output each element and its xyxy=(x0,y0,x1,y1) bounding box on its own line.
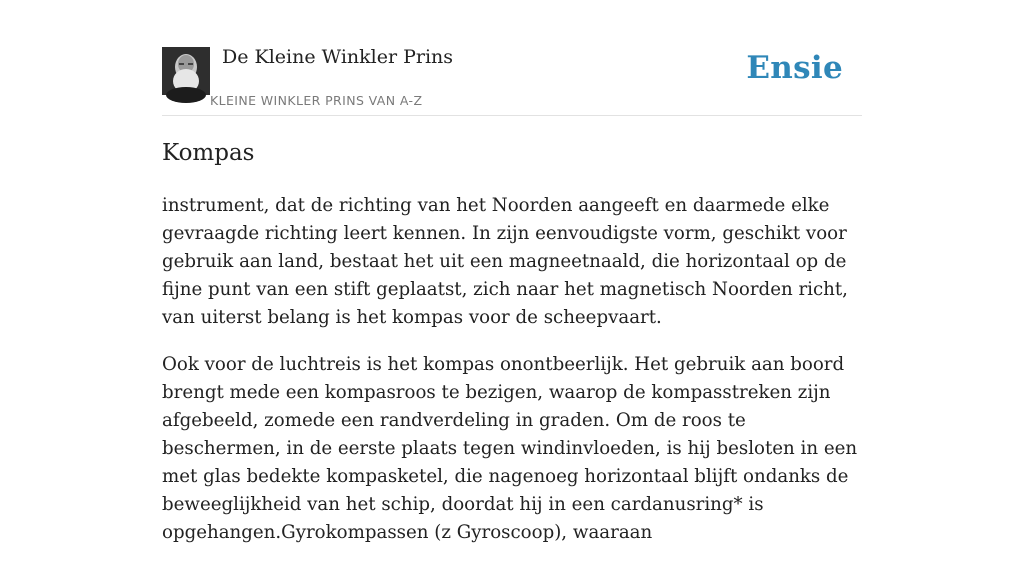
article-title: Kompas xyxy=(162,140,255,166)
article-paragraph: Ook voor de luchtreis is het kompas onontbeerlijk. Het gebruik aan boord brengt mede een kompasroos te bezigen, waarop de kompasstreken zijn afgebeeld, zomede een randverdeling in graden. Om de roos te beschermen, in de eerste plaats tegen windinvloeden, is hij besloten in een met glas bedekte kompasketel, die nagenoeg horizontaal blijft ondanks de beweeglijkheid van het schip, doordat hij in een cardanusring* is opgehangen.Gyrokompassen (z Gyroscoop), waaraan xyxy=(162,354,858,543)
page-container xyxy=(162,0,862,543)
article-header xyxy=(162,0,862,116)
author-avatar[interactable] xyxy=(162,47,210,95)
author-name[interactable]: De Kleine Winkler Prins xyxy=(222,46,454,68)
article-body xyxy=(162,192,862,566)
author-portrait-icon xyxy=(162,47,210,95)
article-paragraph: instrument, dat de richting van het Noorden aangeeft en daarmede elke gevraagde richting leert kennen. In zijn eenvoudigste vorm, geschikt voor gebruik aan land, bestaat het uit een magneetnaald, die horizontaal op de fijne punt van een stift geplaatst, zich naar het magnetisch Noorden richt, van uiterst belang is het kompas voor de scheepvaart. xyxy=(162,195,848,328)
ensie-logo[interactable]: Ensie xyxy=(746,50,843,86)
source-label[interactable]: KLEINE WINKLER PRINS VAN A-Z xyxy=(210,93,423,108)
